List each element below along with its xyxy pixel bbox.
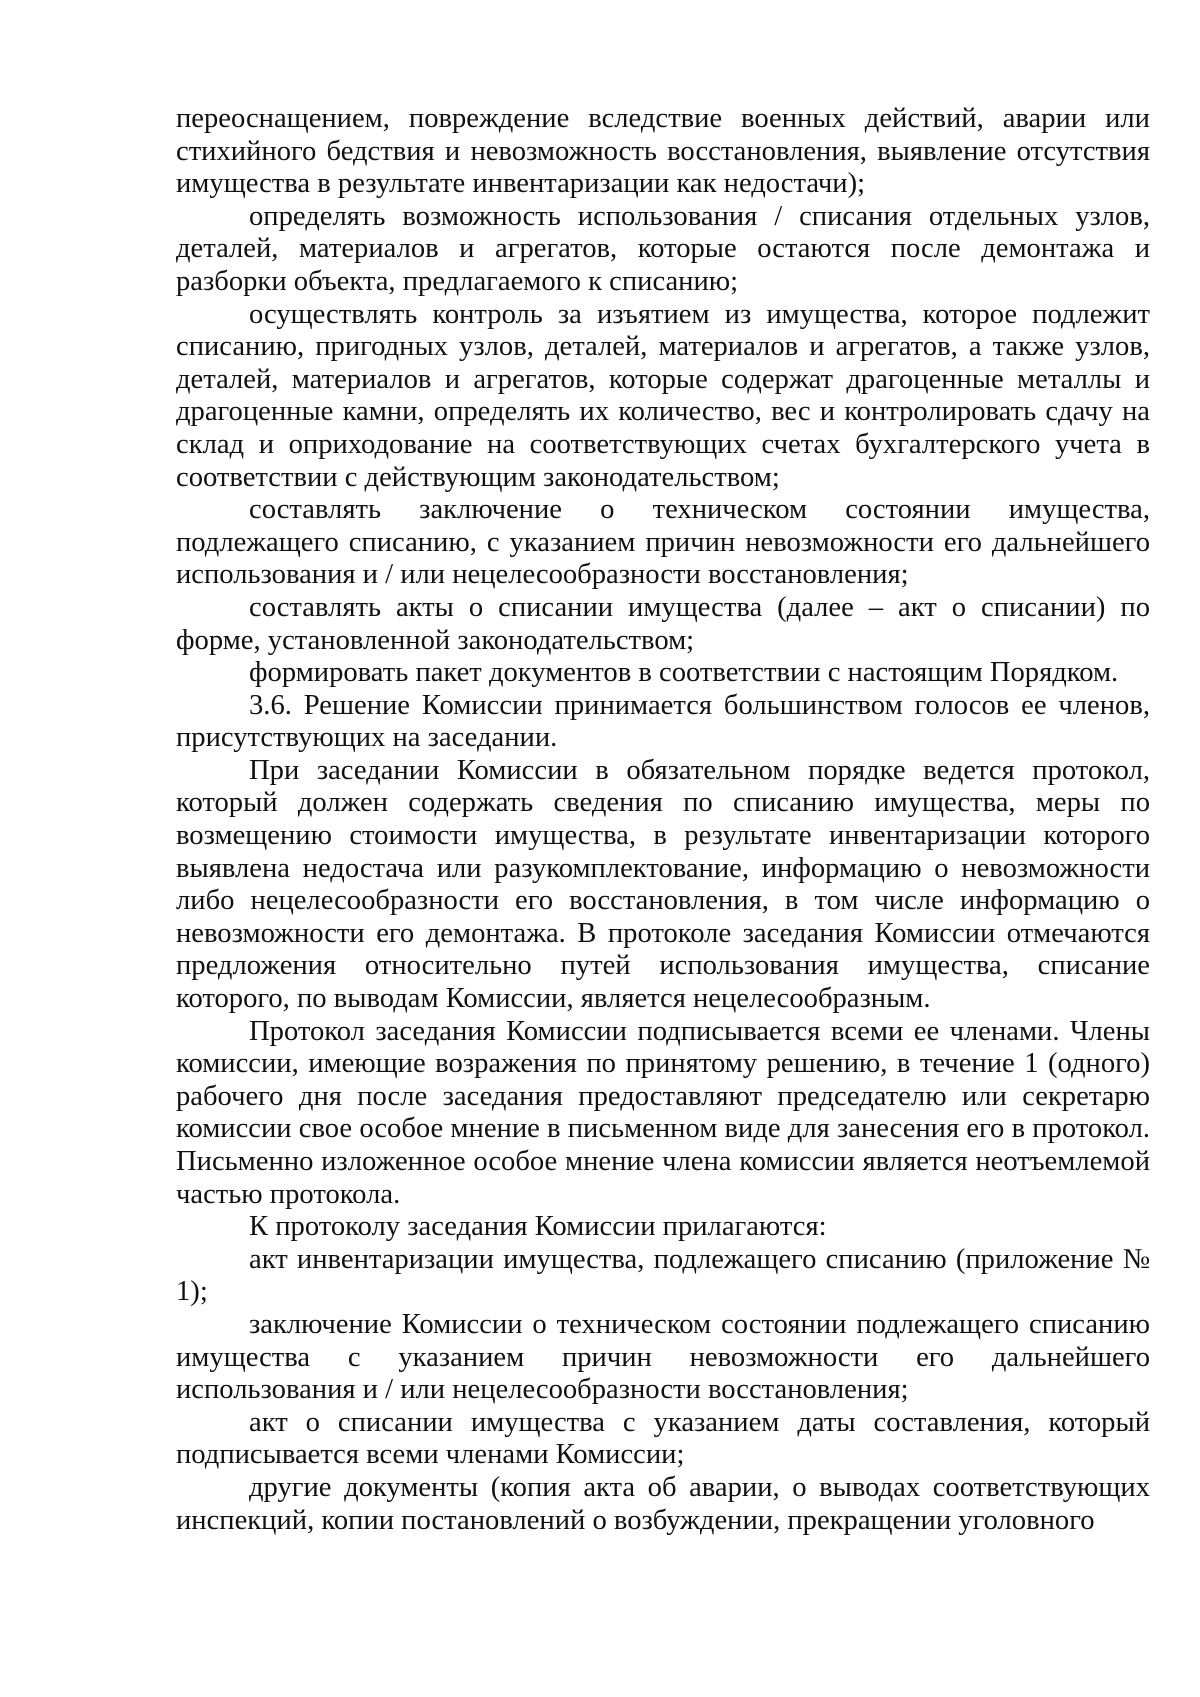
paragraph-document-package: формировать пакет документов в соответствии с настоящим Порядком. [249, 657, 1119, 689]
paragraph-section-3-6: 3.6. Решение Комиссии принимается большинством голосов ее членов, присутствующих на заседании. [176, 689, 1150, 754]
paragraph-inventory-act: акт инвентаризации имущества, подлежащего списанию (приложение № 1); [176, 1243, 1150, 1308]
paragraph-other-documents: другие документы (копия акта об аварии, о выводах соответствующих инспекций, копии постановлений о возбуждении, прекращении уголовного [176, 1471, 1150, 1536]
paragraph-control-withdrawal: осуществлять контроль за изъятием из имущества, которое подлежит списанию, пригодных узлов, деталей, материалов и агрегатов, а также узлов, деталей, материалов и агрегатов, которые содержат драгоценные металлы и драгоценные камни, определять их количество, вес и контролировать сдачу на склад и оприходование на соответствующих счетах бухгалтерского учета в соответствии с действующим законодательством; [176, 298, 1150, 493]
paragraph-protocol-signing: Протокол заседания Комиссии подписывается всеми ее членами. Члены комиссии, имеющие возражения по принятому решению, в течение 1 (одного) рабочего дня после заседания предоставляют председателю или секретарю комиссии свое особое мнение в письменном виде для занесения его в протокол. Письменно изложенное особое мнение члена комиссии является неотъемлемой частью протокола. [176, 1015, 1150, 1210]
paragraph-write-off-act-date: акт о списании имущества с указанием даты составления, который подписывается всеми членами Комиссии; [176, 1406, 1150, 1471]
paragraph-protocol-contents: При заседании Комиссии в обязательном порядке ведется протокол, который должен содержать сведения по списанию имущества, меры по возмещению стоимости имущества, в результате инвентаризации которого выявлена недостача или разукомплектование, информацию о невозможности либо нецелесообразности его восстановления, в том числе информацию о невозможности его демонтажа. В протоколе заседания Комиссии отмечаются предложения относительно путей использования имущества, списание которого, по выводам Комиссии, является нецелесообразным. [176, 754, 1150, 1015]
document-page [176, 103, 1150, 1537]
paragraph-write-off-acts: составлять акты о списании имущества (далее – акт о списании) по форме, установленной законодательством; [176, 591, 1150, 656]
paragraph-commission-conclusion: заключение Комиссии о техническом состоянии подлежащего списанию имущества с указанием причин невозможности его дальнейшего использования и / или нецелесообразности восстановления; [176, 1308, 1150, 1406]
paragraph-continuation: переоснащением, повреждение вследствие военных действий, аварии или стихийного бедствия и невозможность восстановления, выявление отсутствия имущества в результате инвентаризации как недостачи); [176, 103, 1150, 200]
paragraph-attachments-intro: К протоколу заседания Комиссии прилагаются: [249, 1211, 827, 1243]
paragraph-determine-usage: определять возможность использования / списания отдельных узлов, деталей, материалов и агрегатов, которые остаются после демонтажа и разборки объекта, предлагаемого к списанию; [176, 200, 1150, 297]
paragraph-technical-conclusion: составлять заключение о техническом состоянии имущества, подлежащего списанию, с указанием причин невозможности его дальнейшего использования и / или нецелесообразности восстановления; [176, 494, 1150, 591]
